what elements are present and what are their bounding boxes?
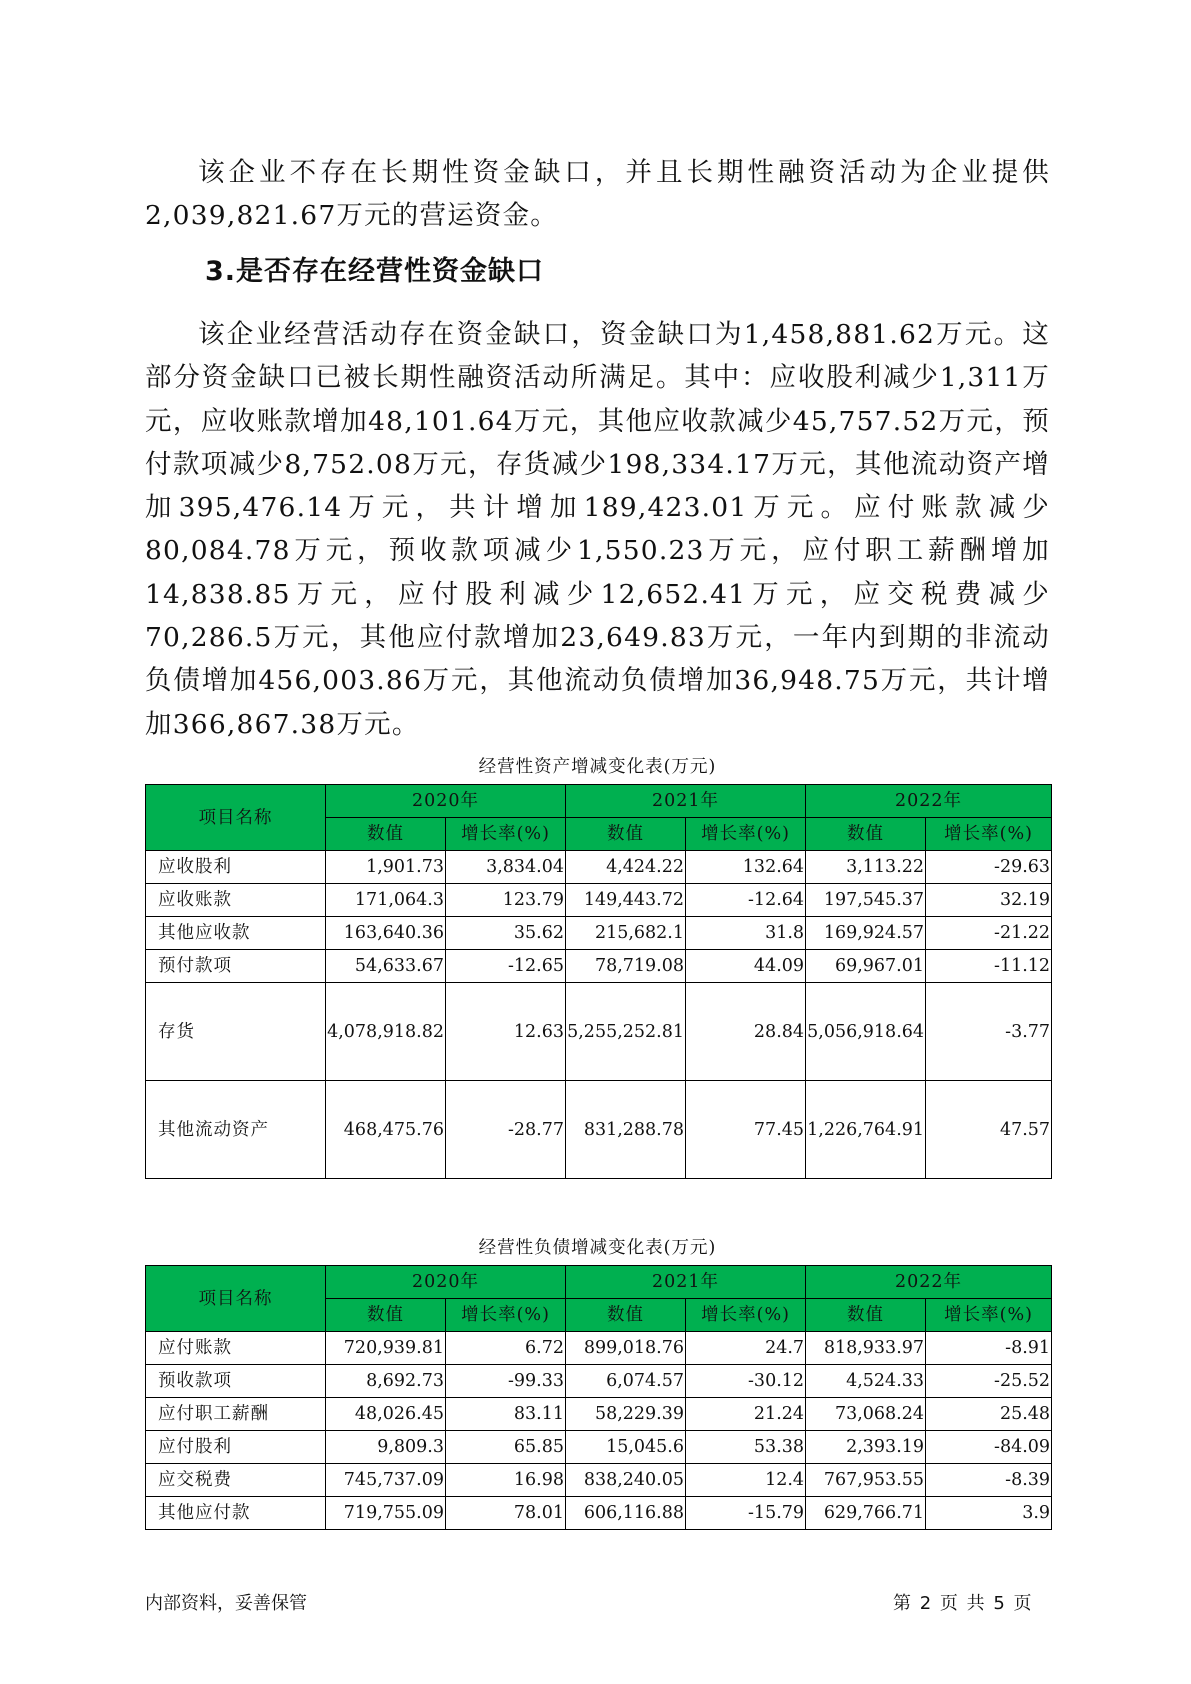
cell-rate: -3.77 [926,983,1052,1081]
cell-value: 818,933.97 [806,1332,926,1365]
cell-value: 606,116.88 [566,1497,686,1530]
operating-liabilities-table [145,1265,1052,1530]
cell-rate: -11.12 [926,950,1052,983]
row-name: 其他流动资产 [146,1081,326,1179]
cell-rate: 31.8 [686,917,806,950]
header-year: 2021年 [566,785,806,818]
table-caption: 经营性负债增减变化表(万元) [478,1238,717,1258]
cell-value: 78,719.08 [566,950,686,983]
operating-assets-table [145,784,1052,1179]
header-value: 数值 [566,818,686,851]
table-row [146,983,1052,1081]
cell-rate: -25.52 [926,1365,1052,1398]
cell-rate: 123.79 [446,884,566,917]
cell-rate: 12.4 [686,1464,806,1497]
cell-rate: -12.64 [686,884,806,917]
cell-rate: 3,834.04 [446,851,566,884]
header-value: 数值 [806,1299,926,1332]
cell-value: 58,229.39 [566,1398,686,1431]
cell-rate: 65.85 [446,1431,566,1464]
table-row [146,1081,1052,1179]
cell-rate: -29.63 [926,851,1052,884]
cell-value: 1,901.73 [326,851,446,884]
header-rate: 增长率(%) [446,818,566,851]
cell-value: 169,924.57 [806,917,926,950]
table-row [146,1398,1052,1431]
cell-rate: 28.84 [686,983,806,1081]
cell-rate: -30.12 [686,1365,806,1398]
cell-value: 4,424.22 [566,851,686,884]
table-row [146,1365,1052,1398]
header-rate: 增长率(%) [926,818,1052,851]
table-row [146,851,1052,884]
cell-value: 3,113.22 [806,851,926,884]
paragraph-operating-gap: 该企业经营活动存在资金缺口，资金缺口为1,458,881.62万元。这部分资金缺口已被长期性融资活动所满足。其中：应收股利减少1,311万元，应收账款增加48,101.64万元，其他应收款减少45,757.52万元，预付款项减少8,752.08万元，存货减少198,334.17万元，其他流动资产增加395,476.14万元，共计增加189,423.01万元。应付账款减少80,084.78万元，预收款项减少1,550.23万元，应付职工薪酬增加14,838.85万元，应付股利减少12,652.41万元，应交税费减少70,286.5万元，其他应付款增加23,649.83万元，一年内到期的非流动负债增加456,003.86万元，其他流动负债增加36,948.75万元，共计增加366,867.38万元。 [145,319,1050,740]
header-rate: 增长率(%) [446,1299,566,1332]
cell-value: 719,755.09 [326,1497,446,1530]
header-value: 数值 [326,818,446,851]
row-name: 应收账款 [146,884,326,917]
header-rate: 增长率(%) [686,818,806,851]
cell-value: 69,967.01 [806,950,926,983]
cell-value: 171,064.3 [326,884,446,917]
table-caption: 经营性资产增减变化表(万元) [478,757,717,777]
cell-rate: -12.65 [446,950,566,983]
header-item-name: 项目名称 [146,785,326,851]
row-name: 应付账款 [146,1332,326,1365]
cell-rate: 35.62 [446,917,566,950]
header-value: 数值 [326,1299,446,1332]
row-name: 其他应收款 [146,917,326,950]
row-name: 应付股利 [146,1431,326,1464]
cell-rate: -8.39 [926,1464,1052,1497]
header-value: 数值 [566,1299,686,1332]
header-year: 2020年 [326,1266,566,1299]
row-name: 应付职工薪酬 [146,1398,326,1431]
table-row [146,1431,1052,1464]
cell-rate: 32.19 [926,884,1052,917]
cell-value: 629,766.71 [806,1497,926,1530]
header-year: 2021年 [566,1266,806,1299]
cell-rate: 3.9 [926,1497,1052,1530]
row-name: 预收款项 [146,1365,326,1398]
row-name: 应收股利 [146,851,326,884]
footer-confidential-note: 内部资料，妥善保管 [145,1593,307,1614]
cell-rate: 77.45 [686,1081,806,1179]
cell-value: 4,078,918.82 [326,983,446,1081]
cell-rate: -15.79 [686,1497,806,1530]
cell-rate: -99.33 [446,1365,566,1398]
table-row [146,1332,1052,1365]
cell-value: 8,692.73 [326,1365,446,1398]
cell-value: 6,074.57 [566,1365,686,1398]
cell-rate: 21.24 [686,1398,806,1431]
cell-rate: 53.38 [686,1431,806,1464]
row-name: 预付款项 [146,950,326,983]
table-row [146,1497,1052,1530]
header-rate: 增长率(%) [686,1299,806,1332]
cell-rate: -28.77 [446,1081,566,1179]
header-value: 数值 [806,818,926,851]
cell-rate: 47.57 [926,1081,1052,1179]
paragraph-long-term-gap: 该企业不存在长期性资金缺口，并且长期性融资活动为企业提供2,039,821.67万元的营运资金。 [145,157,1050,232]
table-row [146,1464,1052,1497]
cell-value: 215,682.1 [566,917,686,950]
table-row [146,884,1052,917]
section-heading: 3.是否存在经营性资金缺口 [205,256,545,287]
cell-rate: 132.64 [686,851,806,884]
cell-value: 899,018.76 [566,1332,686,1365]
row-name: 其他应付款 [146,1497,326,1530]
cell-value: 4,524.33 [806,1365,926,1398]
cell-rate: 6.72 [446,1332,566,1365]
cell-rate: -84.09 [926,1431,1052,1464]
header-item-name: 项目名称 [146,1266,326,1332]
cell-value: 9,809.3 [326,1431,446,1464]
cell-value: 149,443.72 [566,884,686,917]
header-rate: 增长率(%) [926,1299,1052,1332]
header-year: 2022年 [806,1266,1052,1299]
cell-rate: -8.91 [926,1332,1052,1365]
table-header [146,1266,1052,1332]
cell-rate: 83.11 [446,1398,566,1431]
cell-value: 468,475.76 [326,1081,446,1179]
cell-rate: 16.98 [446,1464,566,1497]
cell-rate: 44.09 [686,950,806,983]
row-name: 应交税费 [146,1464,326,1497]
page-number: 第 2 页 共 5 页 [893,1593,1032,1614]
row-name: 存货 [146,983,326,1081]
cell-rate: 24.7 [686,1332,806,1365]
header-year: 2022年 [806,785,1052,818]
cell-value: 5,056,918.64 [806,983,926,1081]
cell-rate: 78.01 [446,1497,566,1530]
cell-value: 838,240.05 [566,1464,686,1497]
cell-value: 197,545.37 [806,884,926,917]
table-row [146,917,1052,950]
cell-value: 54,633.67 [326,950,446,983]
cell-rate: 25.48 [926,1398,1052,1431]
cell-value: 5,255,252.81 [566,983,686,1081]
cell-value: 163,640.36 [326,917,446,950]
cell-rate: 12.63 [446,983,566,1081]
cell-rate: -21.22 [926,917,1052,950]
cell-value: 48,026.45 [326,1398,446,1431]
cell-value: 73,068.24 [806,1398,926,1431]
cell-value: 1,226,764.91 [806,1081,926,1179]
table-row [146,950,1052,983]
header-year: 2020年 [326,785,566,818]
cell-value: 720,939.81 [326,1332,446,1365]
cell-value: 15,045.6 [566,1431,686,1464]
cell-value: 767,953.55 [806,1464,926,1497]
cell-value: 745,737.09 [326,1464,446,1497]
table-header [146,785,1052,851]
cell-value: 831,288.78 [566,1081,686,1179]
cell-value: 2,393.19 [806,1431,926,1464]
